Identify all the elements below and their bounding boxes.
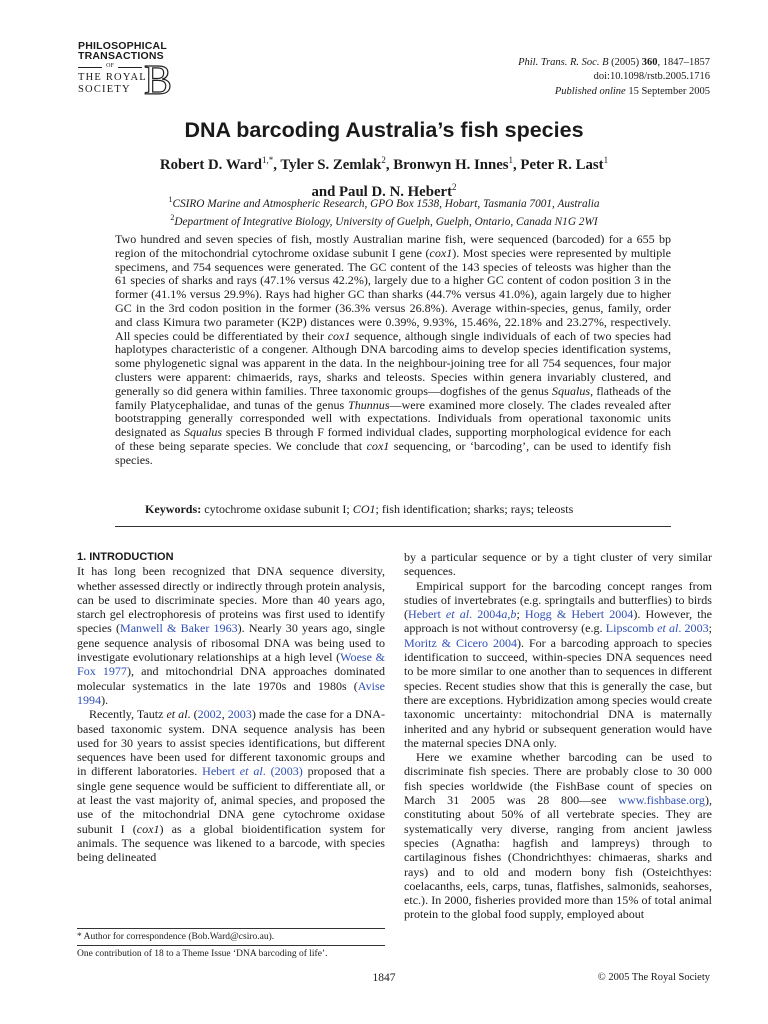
author-name: , Tyler S. Zemlak	[273, 156, 382, 173]
author-affil: 1,*	[262, 155, 274, 165]
reference-link[interactable]	[408, 607, 516, 621]
affiliations	[60, 193, 708, 230]
affiliation	[60, 193, 708, 211]
author-affil: 2	[452, 181, 457, 192]
keywords	[145, 502, 705, 517]
keywords-text: cytochrome oxidase subunit I;	[201, 502, 353, 516]
author-name: , Bronwyn H. Innes	[385, 156, 509, 173]
body-text: It has long been recognized that DNA sequence diversity, whether assessed directly or indirectly through protein analysis, can be used to discriminate species. More than 40 years ago, starch gel electrophoresis of proteins was first used to identify species (	[77, 564, 385, 636]
affiliation-text: CSIRO Marine and Atmospheric Research, GPO Box 1538, Hobart, Tasmania 7001, Australia	[172, 197, 600, 210]
logo-line-1: PHILOSOPHICAL	[78, 40, 167, 52]
body-text: ), and mitochondrial DNA approaches dominated molecular systematics in the late 1970s and 1980s (	[77, 664, 386, 693]
body-text: ), constituting about 50% of all vertebrate species. They are systematically very diverse, ranging from ancient jawless species (Agnatha: hagfish and lampreys) through to cartilaginous fishes (Chondrichthyes: chimaeras, sharks and rays) and to old and modern bony fish (Osteichthyes: coelacanths, eels, carps, tunas, flatfishes, salmonids, seahorses, etc.). In 2000, fisheries provided more than 15% of total animal protein to the global food supply, employed about	[404, 793, 712, 922]
reference-link[interactable]: 2002	[197, 707, 222, 722]
citation-block	[518, 56, 710, 99]
logo-line-4: SOCIETY	[78, 84, 131, 95]
reference-etal: et al	[234, 764, 263, 779]
reference-etal: et al	[653, 621, 679, 636]
reference-year: . 2004	[469, 607, 502, 622]
body-text: ) as a global bioidentification system for animals. The sequence was likened to a barcode, with species being delineated	[77, 821, 385, 865]
copyright-notice: © 2005 The Royal Society	[597, 972, 710, 983]
page-range: , 1847–1857	[657, 57, 710, 68]
logo-line-3: THE ROYAL	[78, 72, 147, 83]
abstract-text: —were examined more closely. The clades revealed after bootstrapping generally corresponded well with expectations. Individuals from operational taxonomic units designated as	[115, 397, 671, 440]
abstract-text: sequencing, or ‘barcoding’, can be used to identify fish species.	[115, 438, 671, 467]
logo-of: OF	[78, 63, 142, 69]
reference-author: Lipscomb	[605, 621, 654, 636]
body-text: ,	[221, 707, 228, 722]
abstract-text: Two hundred and seven species of fish, mostly Australian marine fish, were sequenced (barcoded) for a 655 bp region of the mitochondrial cytochrome oxidase subunit I gene (	[115, 232, 671, 260]
affiliation	[60, 211, 708, 229]
genus-name: Squalus	[183, 425, 223, 440]
reference-link[interactable]	[606, 621, 709, 635]
body-text: ). For a barcoding approach to species identification to succeed, within-species DNA sequences need to be more similar to one another than to sequences in different species. Recent studies show that this is generally the case, but there are exceptions. Hybridization among species would create taxonomic uncertainty: mitochondrial DNA is maternally inherited and any hybrid or subsequent generation would have the maternal species DNA only.	[404, 635, 712, 750]
reference-link[interactable]: Hogg & Hebert 2004	[524, 607, 634, 622]
reference-link[interactable]: Moritz & Cicero 2004	[404, 635, 518, 650]
reference-year: . 2003	[678, 621, 709, 636]
keyword-gene: CO1	[352, 502, 376, 516]
affiliation-number: 1	[168, 195, 173, 204]
body-text: ;	[708, 621, 712, 636]
abstract	[115, 233, 671, 468]
footnote-divider	[77, 945, 385, 946]
correspondence-footnote: * Author for correspondence (Bob.Ward@csiro.au).	[77, 932, 275, 942]
body-text: . (	[187, 707, 198, 722]
author-affil: 1	[508, 155, 514, 165]
reference-link[interactable]: 2003	[227, 707, 252, 722]
body-text: proposed that a single gene sequence would be sufficient to differentiate all, or at least the vast majority of, animal species, and proposed the use of the mitochondrial DNA gene cytochrome oxidase subunit I (	[77, 764, 385, 836]
section-divider	[115, 526, 671, 527]
paragraph	[77, 707, 385, 864]
reference-link[interactable]: Avise 1994	[77, 678, 385, 707]
page-number: 1847	[372, 972, 396, 984]
reference-suffix: b	[510, 607, 517, 622]
reference-link[interactable]: Manwell & Baker 1963	[120, 621, 238, 636]
volume-number: 360	[641, 57, 658, 68]
reference-year: . (2003)	[262, 764, 303, 779]
paragraph	[77, 564, 385, 707]
genus-name: Squalus	[551, 383, 591, 398]
published-date: 15 September 2005	[625, 85, 710, 97]
body-text: ). However, the approach is not without controversy (e.g.	[404, 607, 713, 636]
reference-link[interactable]: Woese & Fox 1977	[77, 650, 385, 679]
keywords-text: ; fish identification; sharks; rays; teleosts	[375, 502, 574, 516]
author-affil: 2	[381, 155, 386, 165]
genus-name: Thunnus	[348, 397, 390, 412]
body-text: Empirical support for the barcoding concept ranges from studies of invertebrates (e.g. springtails and butterflies) to birds (	[404, 578, 712, 622]
body-text: ). Nearly 30 years ago, single gene sequence analysis of ribosomal DNA was being used to investigate evolutionary relationships at a high level (	[77, 621, 386, 665]
paragraph	[404, 750, 712, 922]
author-line-1	[60, 149, 708, 176]
paper-title: DNA barcoding Australia’s fish species	[184, 118, 584, 142]
body-text: ;	[516, 607, 525, 622]
abstract-text: ). Most species were represented by multiple specimens, and 754 sequences were generated. The GC content of the 143 species of teleosts was higher than the 61 species of sharks and rays (47.1% versus 42.2%), largely due to a higher GC content of codon position 3 in the former (41.1% versus 29.9%). Rays had higher GC than sharks (44.7% versus 41.0%), again largely due to higher GC in the 3rd codon position in the former (36.3% versus 26.8%). Average within-species, genus, family, order and class Kimura two parameter (K2P) distances were 0.39%, 9.93%, 15.46%, 22.18% and 23.27%, respectively. All species could be differentiated by their	[115, 245, 671, 343]
body-text: ).	[101, 692, 109, 707]
body-text: et al	[166, 707, 188, 722]
reference-sep: ,	[507, 607, 511, 622]
contribution-note: One contribution of 18 to a Theme Issue ‘DNA barcoding of life’.	[77, 949, 328, 959]
right-column	[404, 550, 712, 922]
abstract-text: sequence, although single individuals of each of two species had haplotypes characteristic of a congener. Although DNA barcoding aims to develop species identification systems, some phylogenetic signal was apparent in the data. In the neighbour-joining tree for all 754 sequences, four major clusters were apparent: chimaerids, rays, sharks and teleosts. Species within genera invariably clustered, and generally so did genera within families. Three taxonomic groups—dogfishes of the genus	[115, 328, 671, 398]
body-text: Recently, Tautz	[89, 707, 167, 722]
affiliation-number: 2	[170, 213, 175, 223]
web-link[interactable]: www.fishbase.org	[618, 793, 705, 808]
footnote-divider	[77, 928, 385, 929]
author-name: , Peter R. Last	[513, 156, 604, 173]
author-name: and Paul D. N. Hebert	[311, 183, 453, 200]
gene-name: cox1	[429, 245, 453, 260]
left-column	[77, 550, 385, 865]
author-name: Robert D. Ward	[159, 156, 262, 173]
author-affil: 1	[603, 155, 609, 165]
citation-year: (2005)	[608, 57, 642, 68]
keywords-label: Keywords:	[145, 502, 202, 516]
abstract-text: , flatheads of the family Platycephalidae, and tunas of the genus	[115, 383, 671, 412]
reference-etal: et al	[440, 607, 470, 622]
paragraph	[404, 579, 712, 751]
paragraph: by a particular sequence or by a tight cluster of very similar sequences.	[404, 550, 712, 579]
journal-logo	[78, 40, 178, 104]
affiliation-text: Department of Integrative Biology, University of Guelph, Guelph, Ontario, Canada N1G 2WI	[174, 216, 598, 229]
reference-author: Hebert	[202, 764, 235, 779]
logo-letter-b: B	[144, 58, 173, 104]
gene-name: cox1	[366, 438, 390, 453]
reference-author: Hebert	[408, 607, 441, 622]
body-text: ) made the case for a DNA-based taxonomic system. DNA sequence analysis has been used for 30 years to assist species identifications, but different sequences have been used for different taxonomic groups and in different laboratories.	[77, 707, 386, 779]
gene-name: cox1	[327, 328, 351, 343]
reference-suffix: a	[501, 607, 508, 622]
citation-line	[518, 56, 710, 70]
body-text: Here we examine whether barcoding can be used to discriminate fish species. There are probably close to 30 000 fish species worldwide (the FishBase count of species on March 31 2005 was 28 800—see	[404, 750, 712, 808]
reference-link[interactable]	[202, 764, 303, 778]
section-heading: 1. INTRODUCTION	[77, 551, 174, 563]
gene-name: cox1	[136, 821, 160, 836]
published-label: Published online	[554, 85, 626, 97]
published-line	[518, 85, 710, 99]
logo-line-2: TRANSACTIONS	[78, 50, 164, 62]
abstract-text: species B through F formed individual clades, supporting morphological evidence for each of these being separate species. We conclude that	[115, 425, 672, 453]
doi[interactable]: doi:10.1098/rstb.2005.1716	[593, 71, 710, 83]
journal-name: Phil. Trans. R. Soc. B	[518, 57, 609, 68]
